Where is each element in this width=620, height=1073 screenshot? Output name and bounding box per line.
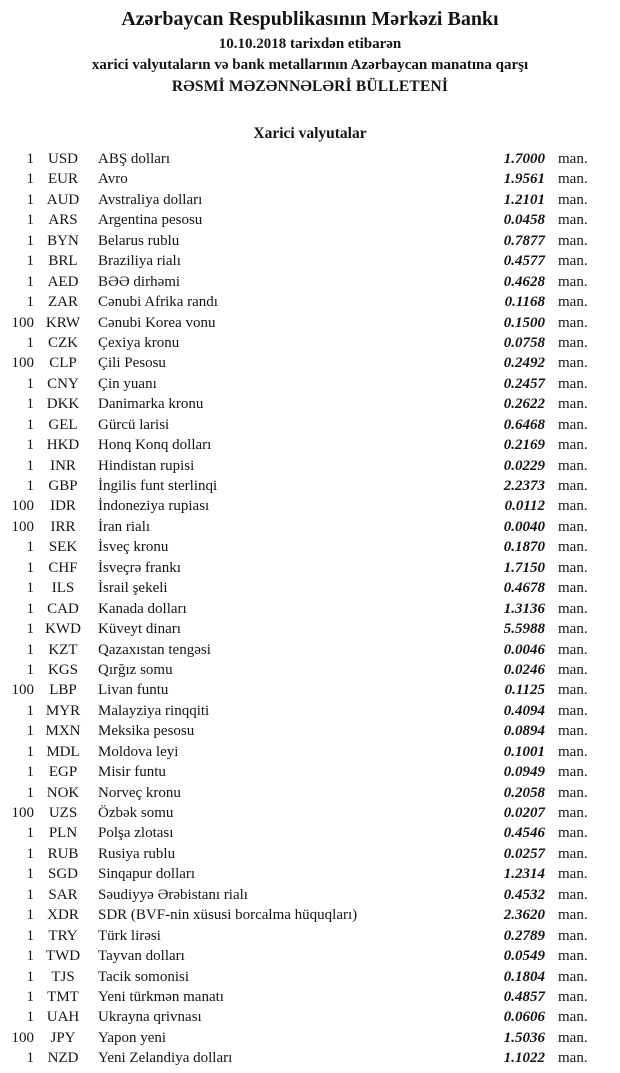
table-row [6,721,606,741]
unit-label: man. [558,416,588,433]
currency-code: AED [47,273,79,290]
table-row [6,1007,606,1027]
unit-label: man. [558,478,588,494]
currency-code: IDR [50,498,76,515]
rate-value: 0.0040 [503,518,545,535]
currency-name: Qazaxıstan tengəsi [98,641,211,658]
row-quantity: 1 [26,927,34,944]
table-row [6,272,606,292]
unit-label: man. [558,968,588,985]
rate-value: 0.1125 [504,682,545,699]
currency-code: CLP [49,355,77,372]
rate-value: 0.4094 [503,702,545,719]
rate-value: 0.0257 [503,845,545,862]
row-quantity: 1 [26,334,34,351]
rate-value: 0.2169 [503,437,545,454]
table-row [6,640,606,660]
rate-value: 0.1168 [504,294,545,311]
unit-label: man. [558,437,588,454]
row-quantity: 1 [26,212,34,229]
currency-code: USD [47,151,78,167]
currency-name: Cənubi Afrika randı [98,294,218,311]
row-quantity: 1 [26,253,34,270]
rate-value: 1.3136 [503,600,545,617]
rate-value: 0.0549 [503,948,545,965]
currency-name: Küveyt dinarı [98,621,181,638]
table-row [6,333,606,353]
unit-label: man. [558,723,588,740]
unit-label: man. [558,907,588,924]
table-row [6,374,606,394]
table-row [6,149,606,169]
table-row [6,803,606,823]
currency-code: DKK [46,396,80,413]
unit-label: man. [558,661,588,678]
table-row [6,742,606,762]
row-quantity: 1 [26,702,34,719]
currency-name: Misir funtu [98,764,166,781]
section-title-foreign-currencies: Xarici valyutalar [253,125,367,142]
row-quantity: 100 [11,682,34,699]
rate-value: 0.0207 [503,805,545,821]
table-row [6,496,606,516]
row-quantity: 1 [26,764,34,781]
row-quantity: 1 [26,845,34,862]
currency-code: HKD [46,437,80,454]
table-row [6,169,606,189]
currency-name: Gürcü larisi [98,416,170,433]
rate-value: 0.4532 [503,886,545,903]
currency-name: Livan funtu [98,682,169,699]
table-row [6,435,606,455]
rate-value: 0.1001 [503,743,545,760]
row-quantity: 1 [26,621,34,638]
table-row [6,476,606,496]
rate-value: 5.5988 [503,621,545,638]
rate-value: 0.0458 [503,212,545,229]
row-quantity: 1 [26,723,34,740]
rate-value: 0.1500 [503,314,545,331]
table-row [6,864,606,884]
row-quantity: 1 [26,661,34,678]
table-row [6,353,606,373]
unit-label: man. [558,764,588,781]
unit-label: man. [558,927,588,944]
currency-name: Argentina pesosu [98,212,203,229]
row-quantity: 1 [26,232,34,249]
row-quantity: 1 [26,1050,34,1067]
rate-value: 0.0758 [503,334,545,351]
bank-name-title: Azərbaycan Respublikasının Mərkəzi Bankı [121,8,499,30]
row-quantity: 100 [11,518,34,535]
rate-value: 1.5036 [503,1029,545,1046]
currency-code: JPY [50,1029,76,1046]
rate-value: 0.4628 [503,273,545,290]
currency-name: Tacik somonisi [98,968,190,985]
unit-label: man. [558,702,588,719]
rate-value: 1.7150 [503,559,545,576]
currency-code: AUD [46,191,80,208]
currency-name: İsveç kronu [98,539,169,556]
table-row [6,578,606,598]
table-row [6,599,606,619]
row-quantity: 1 [26,539,34,556]
currency-name: İndoneziya rupiası [98,498,210,515]
unit-label: man. [558,334,588,351]
currency-code: SAR [48,886,78,903]
currency-code: ARS [48,212,78,229]
table-row [6,967,606,987]
currency-code: GBP [48,478,78,494]
unit-label: man. [558,1009,588,1026]
row-quantity: 1 [26,743,34,760]
currency-name: ABŞ dolları [98,151,171,167]
currency-name: Kanada dolları [98,600,187,617]
currency-code: MXN [45,723,81,740]
table-row [6,926,606,946]
table-row [6,251,606,271]
rate-value: 1.9561 [503,171,545,188]
row-quantity: 1 [26,784,34,801]
currency-code: XDR [47,907,79,924]
row-quantity: 100 [11,805,34,821]
currency-code: EUR [48,171,78,188]
rate-value: 0.6468 [503,416,545,433]
currency-name: Qırğız somu [98,661,173,678]
currency-name: Norveç kronu [98,784,181,801]
rate-value: 0.2622 [503,396,545,413]
table-row [6,701,606,721]
rate-value: 0.0112 [504,498,545,515]
currency-code: KZT [48,641,78,658]
row-quantity: 1 [26,886,34,903]
effective-date-line: 10.10.2018 tarixdən etibarən [218,36,402,52]
rate-value: 0.4546 [503,825,545,842]
currency-name: Çexiya kronu [98,334,180,351]
row-quantity: 1 [26,294,34,311]
currency-name: İngilis funt sterlinqi [98,478,218,494]
table-row [6,1048,606,1068]
currency-name: Belarus rublu [98,232,180,249]
rate-value: 0.2789 [503,927,545,944]
row-quantity: 1 [26,580,34,597]
unit-label: man. [558,825,588,842]
row-quantity: 1 [26,191,34,208]
currency-code: SGD [47,866,78,883]
currency-name: Tayvan dolları [98,948,185,965]
currency-name: Ukrayna qrivnası [98,1009,202,1026]
row-quantity: 100 [11,355,34,372]
currency-code: SEK [48,539,78,556]
currency-name: Avro [98,171,128,188]
currency-name: Cənubi Korea vonu [98,314,216,331]
table-row [6,558,606,578]
rate-value: 2.2373 [503,478,545,494]
table-row [6,905,606,925]
currency-code: CNY [47,375,79,392]
row-quantity: 1 [26,1009,34,1026]
rate-value: 0.4678 [503,580,545,597]
currency-name: Moldova leyi [98,743,179,760]
unit-label: man. [558,253,588,270]
currency-code: MYR [45,702,81,719]
rate-value: 2.3620 [503,907,545,924]
rate-value: 0.0606 [503,1009,545,1026]
rate-value: 0.1804 [503,968,545,985]
unit-label: man. [558,1029,588,1046]
table-row [6,987,606,1007]
currency-name: Çin yuanı [98,375,157,392]
currency-name: Yeni Zelandiya dolları [98,1050,233,1067]
currency-code: UZS [48,805,78,821]
currency-name: Səudiyyə Ərəbistanı rialı [98,886,248,903]
currency-code: TJS [51,968,75,985]
table-row [6,619,606,639]
rate-value: 1.2314 [503,866,545,883]
currency-name: İsveçrə frankı [98,559,181,576]
currency-code: PLN [48,825,78,842]
currency-code: NZD [47,1050,79,1067]
unit-label: man. [558,641,588,658]
row-quantity: 1 [26,866,34,883]
currency-code: MDL [46,743,80,760]
currency-code: ILS [51,580,75,597]
currency-name: SDR (BVF-nin xüsusi borcalma hüquqları) [98,907,358,924]
rate-value: 0.0229 [503,457,545,474]
rate-value: 0.2457 [503,375,545,392]
rate-value: 0.0246 [503,661,545,678]
row-quantity: 1 [26,437,34,454]
unit-label: man. [558,498,588,515]
rate-value: 0.4577 [503,253,545,270]
unit-label: man. [558,621,588,638]
currency-name: Polşa zlotası [98,825,174,842]
currency-name: Çili Pesosu [98,355,166,372]
unit-label: man. [558,171,588,188]
unit-label: man. [558,886,588,903]
table-row [6,844,606,864]
currency-code: KRW [45,314,81,331]
currency-name: Hindistan rupisi [98,457,195,474]
table-row [6,456,606,476]
row-quantity: 1 [26,907,34,924]
row-quantity: 1 [26,600,34,617]
currency-name: Malayziya rinqqiti [98,702,210,719]
currency-code: GEL [48,416,78,433]
currency-name: Türk lirəsi [98,927,161,944]
row-quantity: 1 [26,396,34,413]
row-quantity: 1 [26,968,34,985]
currency-name: Braziliya rialı [98,253,181,270]
currency-code: KWD [45,621,81,638]
row-quantity: 1 [26,825,34,842]
table-row [6,415,606,435]
row-quantity: 1 [26,948,34,965]
table-row [6,885,606,905]
table-row [6,292,606,312]
currency-table [0,149,620,1069]
unit-label: man. [558,396,588,413]
row-quantity: 1 [26,273,34,290]
row-quantity: 1 [26,457,34,474]
currency-name: Meksika pesosu [98,723,195,740]
currency-name: BƏƏ dirhəmi [98,273,181,290]
table-row [6,783,606,803]
row-quantity: 1 [26,641,34,658]
currency-code: NOK [46,784,80,801]
table-row [6,313,606,333]
currency-code: IRR [50,518,76,535]
bulletin-title: RƏSMİ MƏZƏNNƏLƏRİ BÜLLETENİ [171,78,449,95]
rate-value: 0.2492 [503,355,545,372]
document-header [0,6,620,97]
rate-value: 0.0949 [503,764,545,781]
unit-label: man. [558,212,588,229]
currency-name: Özbək somu [98,805,174,821]
currency-code: TMT [47,988,79,1005]
table-row [6,823,606,843]
currency-name: Rusiya rublu [98,845,176,862]
currency-code: LBP [49,682,77,699]
unit-label: man. [558,314,588,331]
currency-code: BRL [48,253,78,270]
table-row [6,660,606,680]
table-row [6,517,606,537]
row-quantity: 100 [11,1029,34,1046]
unit-label: man. [558,866,588,883]
table-row [6,537,606,557]
unit-label: man. [558,988,588,1005]
currency-code: UAH [46,1009,80,1026]
unit-label: man. [558,580,588,597]
subject-line: xarici valyutaların və bank metallarının Azərbaycan manatına qarşı [91,57,529,73]
table-row [6,394,606,414]
table-row [6,231,606,251]
table-row [6,190,606,210]
currency-code: BYN [47,232,79,249]
unit-label: man. [558,151,588,167]
rate-value: 0.0046 [503,641,545,658]
rate-value: 0.0894 [503,723,545,740]
unit-label: man. [558,273,588,290]
currency-code: ZAR [48,294,78,311]
rate-value: 0.1870 [503,539,545,556]
unit-label: man. [558,1050,588,1067]
row-quantity: 100 [11,314,34,331]
currency-code: CZK [48,334,78,351]
rate-value: 0.7877 [503,232,545,249]
currency-name: Yeni türkmən manatı [98,988,224,1005]
row-quantity: 100 [11,498,34,515]
row-quantity: 1 [26,478,34,494]
unit-label: man. [558,191,588,208]
rate-value: 0.4857 [503,988,545,1005]
currency-name: Yapon yeni [98,1029,167,1046]
currency-name: İran rialı [98,518,151,535]
row-quantity: 1 [26,375,34,392]
rate-value: 1.2101 [503,191,545,208]
currency-name: Sinqapur dolları [98,866,196,883]
currency-code: INR [50,457,76,474]
table-row [6,946,606,966]
unit-label: man. [558,845,588,862]
table-row [6,210,606,230]
unit-label: man. [558,294,588,311]
currency-name: Honq Konq dolları [98,437,212,454]
unit-label: man. [558,539,588,556]
row-quantity: 1 [26,988,34,1005]
currency-code: CAD [47,600,79,617]
unit-label: man. [558,518,588,535]
unit-label: man. [558,232,588,249]
unit-label: man. [558,784,588,801]
unit-label: man. [558,948,588,965]
rate-value: 0.2058 [503,784,545,801]
unit-label: man. [558,600,588,617]
currency-name: İsrail şekeli [98,580,168,597]
currency-code: TRY [48,927,78,944]
currency-code: EGP [48,764,78,781]
rate-value: 1.1022 [503,1050,545,1067]
unit-label: man. [558,682,588,699]
row-quantity: 1 [26,171,34,188]
row-quantity: 1 [26,151,34,167]
unit-label: man. [558,559,588,576]
unit-label: man. [558,743,588,760]
row-quantity: 1 [26,559,34,576]
unit-label: man. [558,355,588,372]
currency-code: KGS [47,661,78,678]
currency-code: RUB [47,845,79,862]
currency-name: Avstraliya dolları [98,191,203,208]
unit-label: man. [558,457,588,474]
rate-value: 1.7000 [503,151,545,167]
table-row [6,1028,606,1048]
row-quantity: 1 [26,416,34,433]
unit-label: man. [558,375,588,392]
table-row [6,762,606,782]
currency-code: TWD [45,948,81,965]
currency-code: CHF [48,559,78,576]
table-row [6,680,606,700]
unit-label: man. [558,805,588,821]
currency-name: Danimarka kronu [98,396,204,413]
